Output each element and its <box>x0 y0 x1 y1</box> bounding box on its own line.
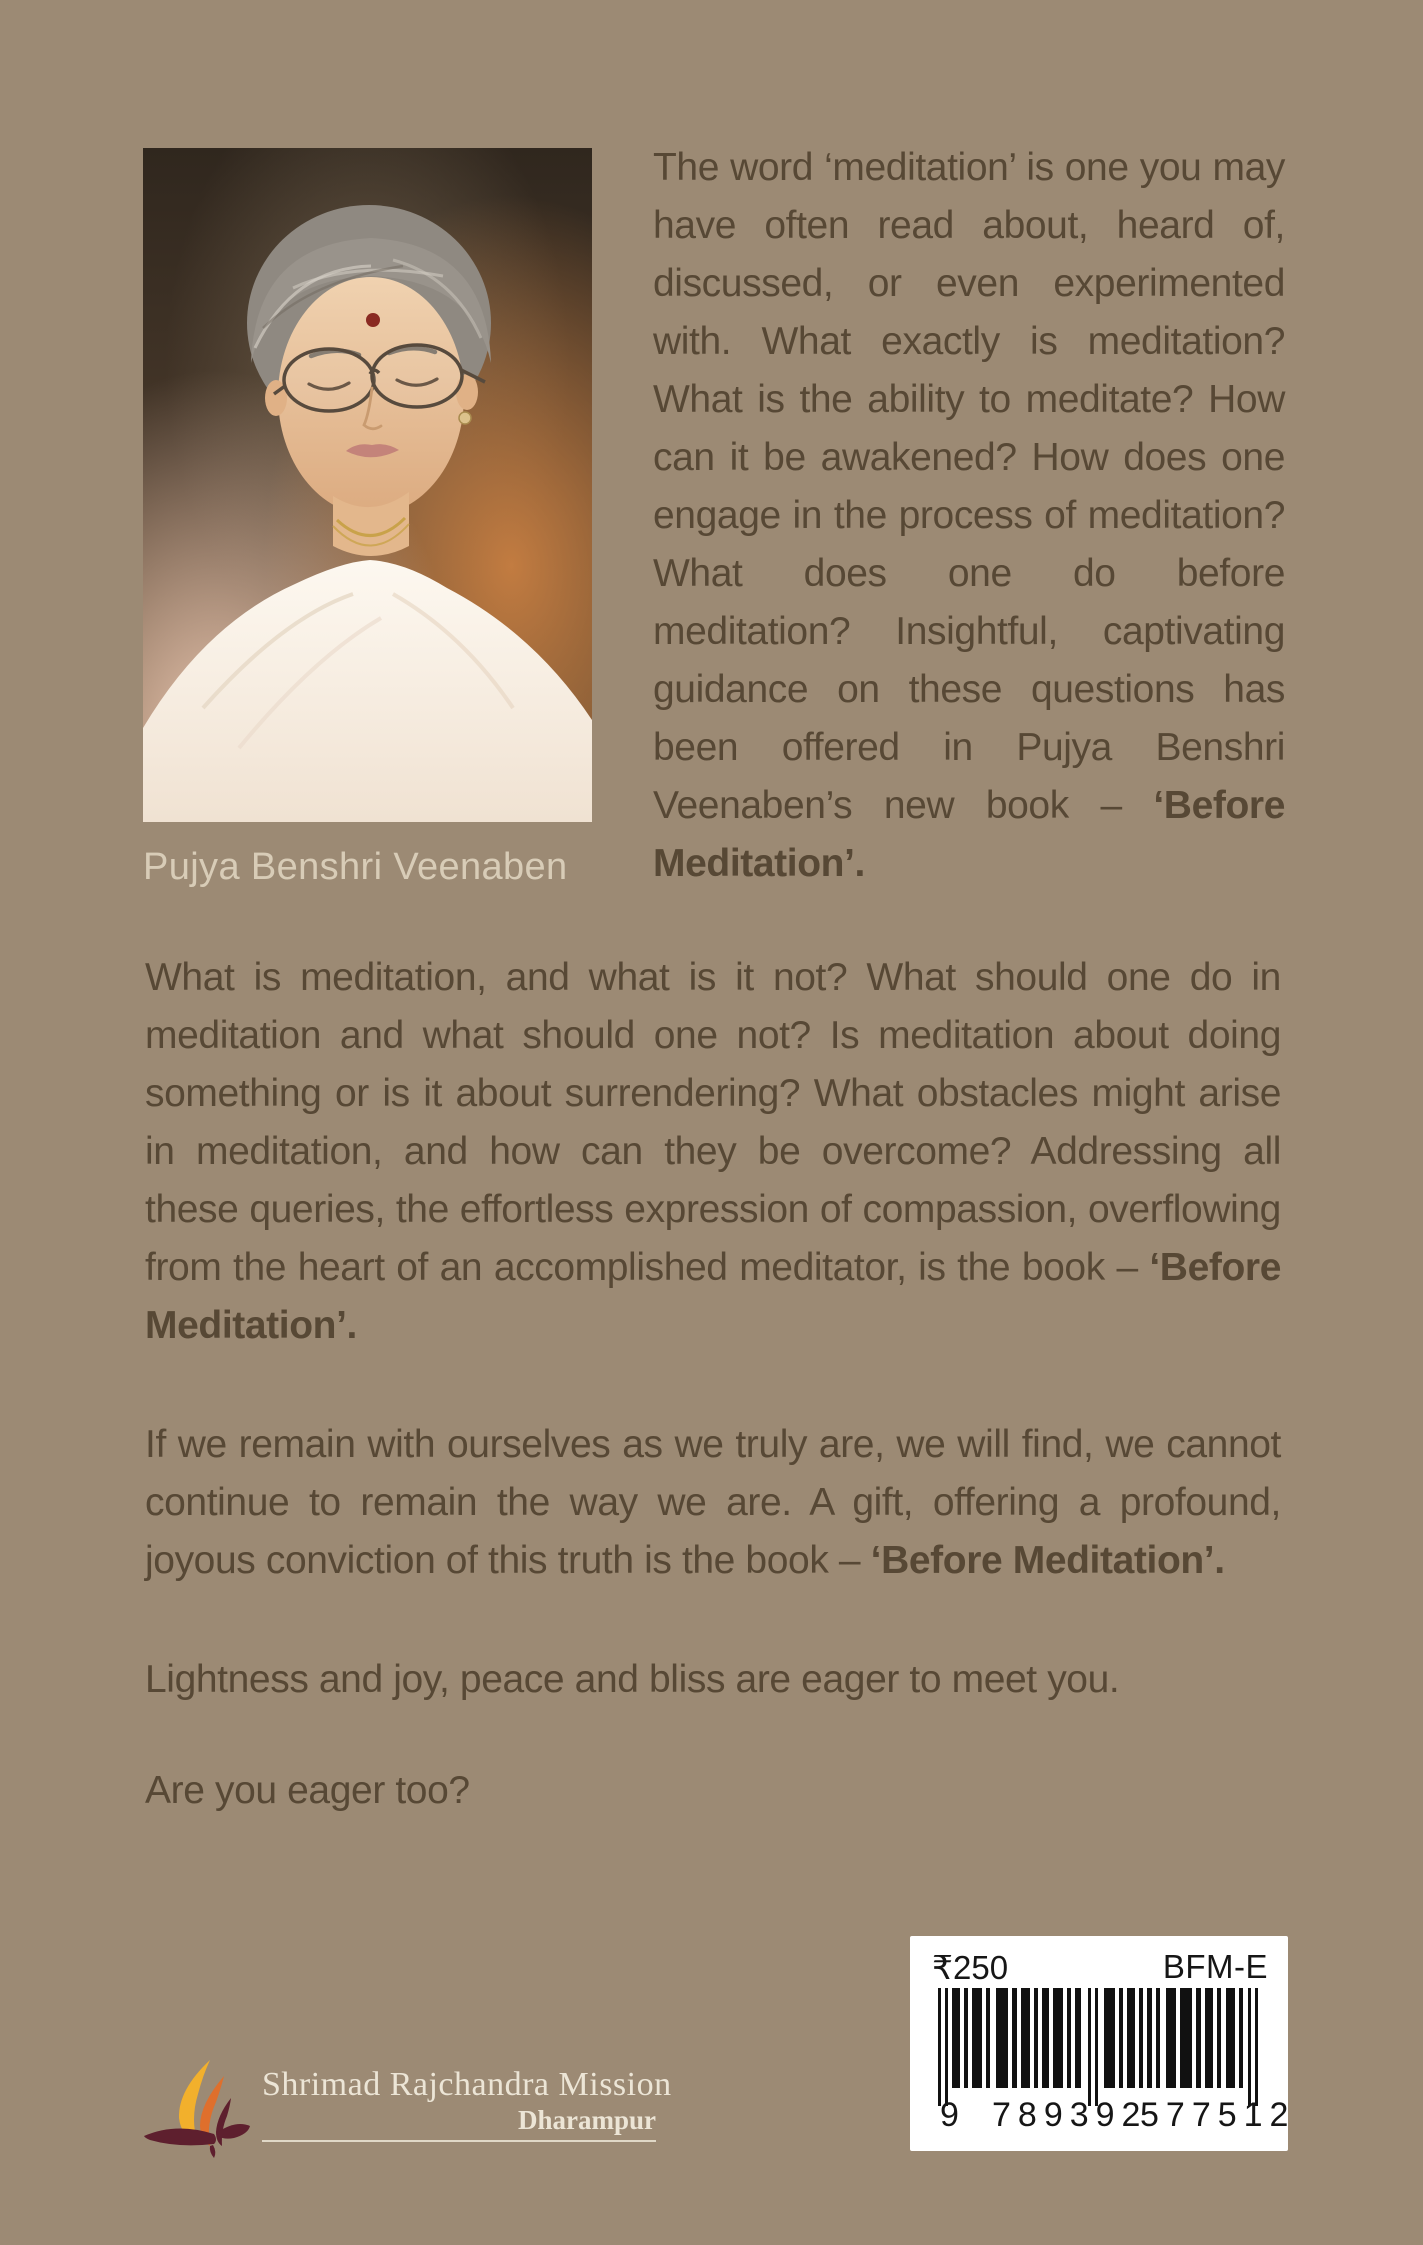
book-title-emphasis: ‘Before Meditation’. <box>653 784 1285 885</box>
body-paragraph-2 <box>145 949 1281 1355</box>
body-paragraph-3 <box>145 1416 1281 1590</box>
publisher-text-block <box>262 2056 672 2142</box>
ean-barcode-icon <box>936 1988 1262 2106</box>
isbn-group-1: 789392 <box>992 2096 1148 2134</box>
closing-question: Are you eager too? <box>145 1769 470 1812</box>
author-photo-caption: Pujya Benshri Veenaben <box>143 846 568 888</box>
intro-paragraph <box>653 139 1285 893</box>
diya-flame-book-icon <box>140 2058 252 2158</box>
publisher-name: Shrimad Rajchandra Mission <box>262 2066 672 2103</box>
price-label: ₹250 <box>932 1949 1009 1986</box>
body-paragraph-2-text: What is meditation, and what is it not? What should one do in meditation and what should one not? Is meditation about doing something or is it about surrendering? What obstacles might arise in meditation, and how can they be overcome? Addressing all these queries, the effortless expression of compassion, overflowing from the heart of an accomplished meditator, is the book – <box>145 956 1281 1289</box>
edition-code-label: BFM-E <box>1162 1948 1268 1985</box>
book-title-emphasis: ‘Before Meditation’. <box>870 1539 1225 1582</box>
price-barcode-panel <box>910 1936 1296 2151</box>
author-portrait-illustration <box>143 148 592 822</box>
book-title-emphasis: ‘Before Meditation’. <box>145 1246 1281 1347</box>
intro-paragraph-text: The word ‘meditation’ is one you may have often read about, heard of, discussed, or even experimented with. What exactly is meditation? What is the ability to meditate? How can it be awakened? How does one engage in the process of meditation? What does one do before meditation? Insightful, captivating guidance on these questions has been offered in Pujya Benshri Veenaben’s new book – <box>653 146 1285 827</box>
isbn-group-2: 577512 <box>1140 2096 1296 2134</box>
logo-divider <box>262 2140 656 2142</box>
body-paragraph-3-text: If we remain with ourselves as we truly are, we will find, we cannot continue to remain the way we are. A gift, offering a profound, joyous conviction of this truth is the book – <box>145 1423 1281 1582</box>
closing-line: Lightness and joy, peace and bliss are eager to meet you. <box>145 1658 1120 1701</box>
publisher-logo <box>140 2056 672 2166</box>
author-photo <box>143 148 592 822</box>
publisher-location: Dharampur <box>517 2105 656 2135</box>
isbn-number <box>910 2096 1296 2140</box>
isbn-first-digit: 9 <box>940 2096 959 2134</box>
